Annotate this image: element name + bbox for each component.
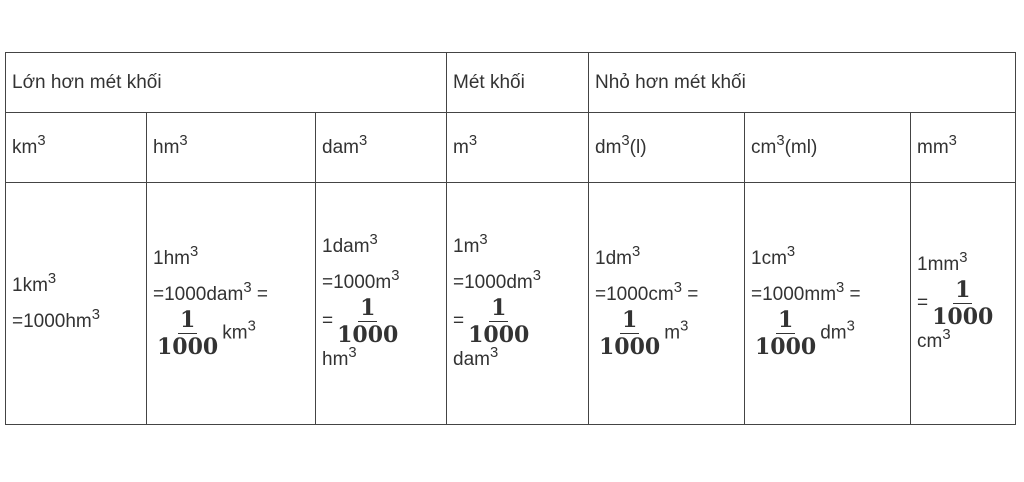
- value-text: dm: [820, 322, 847, 344]
- exponent: 3: [621, 132, 630, 149]
- conversion-dm3: [589, 183, 745, 425]
- value-text: =1000dm: [453, 272, 533, 293]
- unit-suffix: (ml): [784, 136, 818, 158]
- value-text: 1km: [12, 274, 48, 296]
- conversion-dam3: [316, 183, 447, 425]
- unit-label: hm: [153, 136, 180, 158]
- equals-sign: =: [844, 284, 861, 305]
- unit-m3: [447, 113, 589, 183]
- value-text: 1hm: [153, 248, 190, 269]
- unit-hm3: [147, 113, 316, 183]
- exponent: 3: [532, 267, 542, 284]
- equals-sign: =: [917, 292, 929, 314]
- value-text: dam: [453, 349, 490, 370]
- value-text: hm: [322, 349, 349, 370]
- value-text: =1000m: [322, 272, 392, 293]
- exponent: 3: [479, 231, 488, 248]
- exponent: 3: [489, 344, 499, 361]
- equals-sign: =: [681, 284, 699, 305]
- exponent: 3: [680, 318, 689, 335]
- exponent: 3: [846, 318, 855, 335]
- conversion-row: [6, 183, 1016, 425]
- value-text: km: [222, 322, 248, 344]
- unit-km3: [6, 113, 147, 183]
- fraction-numerator: 1: [491, 295, 507, 321]
- exponent: 3: [189, 243, 199, 260]
- fraction-denominator: 1000: [337, 322, 399, 348]
- value-text: =1000hm: [12, 310, 92, 332]
- conversion-line: [453, 267, 588, 295]
- fraction-numerator: 1: [955, 277, 971, 303]
- fraction: [335, 295, 400, 348]
- exponent: 3: [247, 318, 256, 335]
- fraction-denominator: 1000: [599, 334, 661, 360]
- conversion-line: [453, 231, 588, 259]
- value-text: 1m: [453, 236, 480, 257]
- conversion-line: [595, 243, 744, 271]
- header-row: [6, 53, 1016, 113]
- fraction-numerator: 1: [179, 307, 196, 333]
- conversion-line: [453, 344, 588, 372]
- conversion-line: [12, 270, 146, 298]
- value-text: 1mm: [917, 254, 960, 275]
- unit-label: km: [12, 136, 38, 158]
- conversion-line: [322, 295, 446, 348]
- fraction-numerator: 1: [777, 307, 794, 333]
- equals-sign: =: [251, 284, 268, 305]
- unit-cm3: [745, 113, 911, 183]
- value-text: =1000dam: [153, 284, 244, 305]
- value-text: cm: [917, 331, 943, 352]
- exponent: 3: [179, 132, 188, 149]
- value-text: 1cm: [751, 248, 787, 269]
- conversion-line: [322, 267, 446, 295]
- exponent: 3: [959, 249, 968, 266]
- unit-mm3: [911, 113, 1016, 183]
- conversion-line: [153, 307, 315, 360]
- conversion-line: [917, 277, 1015, 330]
- fraction: [466, 295, 531, 348]
- unit-label: m: [453, 136, 469, 158]
- fraction: [930, 277, 995, 330]
- value-text: =1000mm: [751, 284, 837, 305]
- conversion-line: [153, 243, 315, 271]
- conversion-line: [751, 307, 910, 360]
- conversion-line: [917, 326, 1015, 354]
- unit-suffix: (l): [629, 136, 647, 158]
- conversion-hm3: [147, 183, 316, 425]
- exponent: 3: [786, 243, 796, 260]
- conversion-line: [322, 344, 446, 372]
- exponent: 3: [673, 279, 682, 296]
- fraction: [753, 307, 818, 360]
- fraction-numerator: 1: [621, 307, 638, 333]
- exponent: 3: [836, 279, 845, 296]
- conversion-line: [322, 231, 446, 259]
- unit-label: cm: [751, 136, 777, 158]
- unit-label: dm: [595, 136, 622, 158]
- unit-dam3: [316, 113, 447, 183]
- conversion-line: [751, 243, 910, 271]
- header-smaller-than-cubic-meter: Nhỏ hơn mét khối: [589, 53, 1016, 113]
- exponent: 3: [358, 132, 368, 149]
- unit-dm3: [589, 113, 745, 183]
- unit-label: dam: [322, 136, 359, 158]
- exponent: 3: [47, 270, 57, 287]
- unit-label: mm: [917, 136, 949, 158]
- exponent: 3: [91, 306, 101, 323]
- exponent: 3: [776, 132, 785, 149]
- equals-sign: =: [453, 310, 465, 332]
- fraction-denominator: 1000: [755, 334, 817, 360]
- conversion-line: [153, 279, 315, 307]
- fraction-denominator: 1000: [932, 304, 994, 330]
- exponent: 3: [369, 231, 378, 248]
- header-cubic-meter: Mét khối: [447, 53, 589, 113]
- exponent: 3: [37, 132, 46, 149]
- header-larger-than-cubic-meter: Lớn hơn mét khối: [6, 53, 447, 113]
- fraction: [597, 307, 662, 360]
- exponent: 3: [391, 267, 400, 284]
- fraction-denominator: 1000: [468, 322, 530, 348]
- exponent: 3: [243, 279, 252, 296]
- exponent: 3: [631, 243, 641, 260]
- conversion-line: [595, 279, 744, 307]
- value-text: m: [664, 322, 681, 344]
- value-text: =1000cm: [595, 284, 674, 305]
- fraction-numerator: 1: [360, 295, 376, 321]
- conversion-km3: [6, 183, 147, 425]
- unit-names-row: [6, 113, 1016, 183]
- conversion-line: [12, 306, 146, 334]
- value-text: 1dam: [322, 236, 370, 257]
- exponent: 3: [468, 132, 478, 149]
- conversion-line: [751, 279, 910, 307]
- conversion-mm3: [911, 183, 1016, 425]
- conversion-line: [453, 295, 588, 348]
- fraction-denominator: 1000: [157, 334, 219, 360]
- exponent: 3: [948, 132, 957, 149]
- conversion-line: [595, 307, 744, 360]
- equals-sign: =: [322, 310, 334, 332]
- fraction: [155, 307, 220, 360]
- conversion-m3: [447, 183, 589, 425]
- value-text: 1dm: [595, 248, 632, 269]
- conversion-line: [917, 249, 1015, 277]
- exponent: 3: [942, 326, 951, 343]
- exponent: 3: [348, 344, 357, 361]
- volume-units-table: [5, 52, 1016, 425]
- conversion-cm3: [745, 183, 911, 425]
